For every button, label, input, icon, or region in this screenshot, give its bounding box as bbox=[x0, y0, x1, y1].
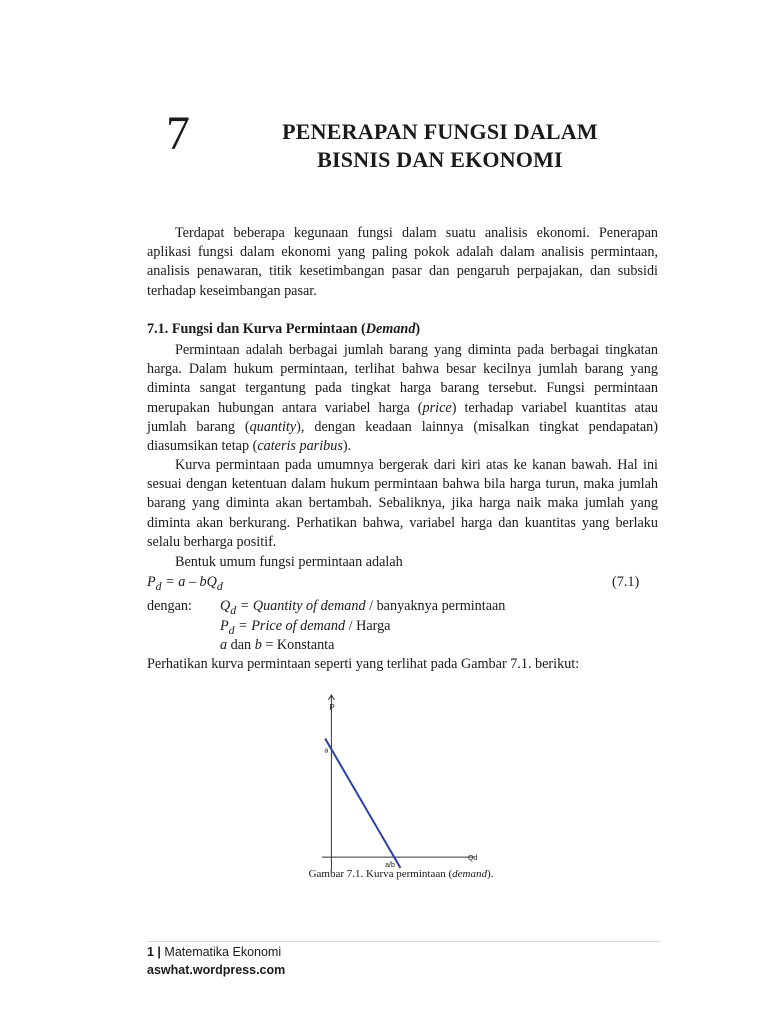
footer-page-number: 1 bbox=[147, 945, 154, 959]
def-p-sub: d bbox=[228, 622, 235, 637]
para1-text-4: ). bbox=[342, 438, 352, 455]
def-p-rest: / Harga bbox=[345, 618, 391, 634]
caption-italic: demand bbox=[452, 868, 487, 880]
chapter-title bbox=[230, 118, 650, 174]
formula-p-sub: d bbox=[155, 578, 162, 593]
figure-caption bbox=[240, 868, 562, 880]
def-p: P bbox=[220, 618, 229, 634]
para1-italic-cateris: cateris paribus bbox=[257, 438, 343, 455]
section-heading-italic: Demand bbox=[365, 321, 416, 337]
demand-formula bbox=[147, 574, 223, 594]
paragraph-figure-intro: Perhatikan kurva permintaan seperti yang terlihat pada Gambar 7.1. berikut: bbox=[147, 656, 580, 672]
footer-website: aswhat.wordpress.com bbox=[147, 963, 286, 977]
definition-constants bbox=[220, 636, 334, 655]
def-q-italic: = Quantity of demand bbox=[236, 598, 366, 614]
def-b: b bbox=[254, 637, 262, 653]
formula-p: P bbox=[147, 574, 156, 590]
caption-prefix: Gambar 7.1. Kurva permintaan ( bbox=[308, 868, 453, 880]
para1-italic-price: price bbox=[422, 399, 452, 416]
formula-q-sub: d bbox=[216, 578, 223, 593]
section-heading-suffix: ) bbox=[415, 321, 421, 337]
demand-chart-svg bbox=[322, 690, 482, 870]
formula-mid: = a – bQ bbox=[161, 574, 217, 590]
def-konst: = Konstanta bbox=[261, 637, 335, 653]
footer-book-line bbox=[147, 945, 281, 959]
section-heading-prefix: 7.1. Fungsi dan Kurva Permintaan ( bbox=[147, 321, 366, 337]
caption-suffix: ). bbox=[486, 868, 494, 880]
y-axis-label: P bbox=[329, 703, 335, 712]
def-q-rest: / banyaknya permintaan bbox=[365, 598, 506, 614]
definition-label: dengan: bbox=[147, 598, 192, 614]
chapter-title-line-1: PENERAPAN FUNGSI DALAM bbox=[282, 119, 598, 144]
def-dan: dan bbox=[227, 637, 255, 653]
section-heading bbox=[147, 321, 420, 338]
footer-book-title: Matematika Ekonomi bbox=[164, 945, 282, 959]
demand-curve-line bbox=[325, 739, 400, 868]
paragraph-demand-curve: Kurva permintaan pada umumnya bergerak dari kiri atas ke kanan bawah. Hal ini sesuai dengan ketentuan dalam hukum permintaan bahwa bila harga turun, maka jumlah barang yang diminta akan bertambah. Sebaliknya, jika harga naik maka jumlah yang diminta akan berkurang. Perhatikan bahwa, variabel harga dan kuantitas yang berlaku selalu berharga positif. bbox=[147, 457, 658, 550]
def-a: a bbox=[220, 637, 228, 653]
para1-text-1: Permintaan adalah berbagai jumlah barang yang diminta pada berbagai tingkatan harga. Dalam hukum permintaan, terlihat bahwa besar kecilnya jumlah barang yang diminta sangat tergantung pada tingkat harga barang tersebut. Fungsi permintaan merupakan hubungan antara variabel harga ( bbox=[147, 342, 658, 416]
para1-text-2: ) terhadap variabel kuantitas atau jumlah barang ( bbox=[147, 399, 658, 435]
footer-separator: | bbox=[153, 945, 165, 959]
x-axis-label: Qd bbox=[468, 855, 478, 863]
def-q: Q bbox=[220, 598, 231, 614]
demand-chart bbox=[322, 690, 482, 870]
chart-annotation-a-over-b: a/b bbox=[385, 862, 395, 870]
para1-italic-quantity: quantity bbox=[249, 418, 297, 435]
def-p-italic: = Price of demand bbox=[234, 618, 346, 634]
footer-divider bbox=[147, 941, 660, 942]
def-q-sub: d bbox=[230, 602, 237, 617]
formula-number: (7.1) bbox=[612, 574, 640, 590]
paragraph-general-form: Bentuk umum fungsi permintaan adalah bbox=[175, 554, 403, 570]
chapter-title-line-2: BISNIS DAN EKONOMI bbox=[317, 147, 563, 172]
chart-annotation-a: a bbox=[324, 747, 329, 755]
chapter-number: 7 bbox=[166, 107, 190, 160]
paragraph-demand-definition bbox=[147, 341, 658, 456]
para1-text-3: ), dengan keadaan lainnya (misalkan tingkat pendapatan) diasumsikan tetap ( bbox=[147, 418, 658, 455]
intro-paragraph: Terdapat beberapa kegunaan fungsi dalam suatu analisis ekonomi. Penerapan aplikasi fungsi dalam ekonomi yang paling pokok adalah dalam analisis permintaan, analisis penawaran, titik kesetimbangan pasar dan pengaruh perpajakan, dan subsidi terhadap keseimbangan pasar. bbox=[147, 225, 658, 299]
